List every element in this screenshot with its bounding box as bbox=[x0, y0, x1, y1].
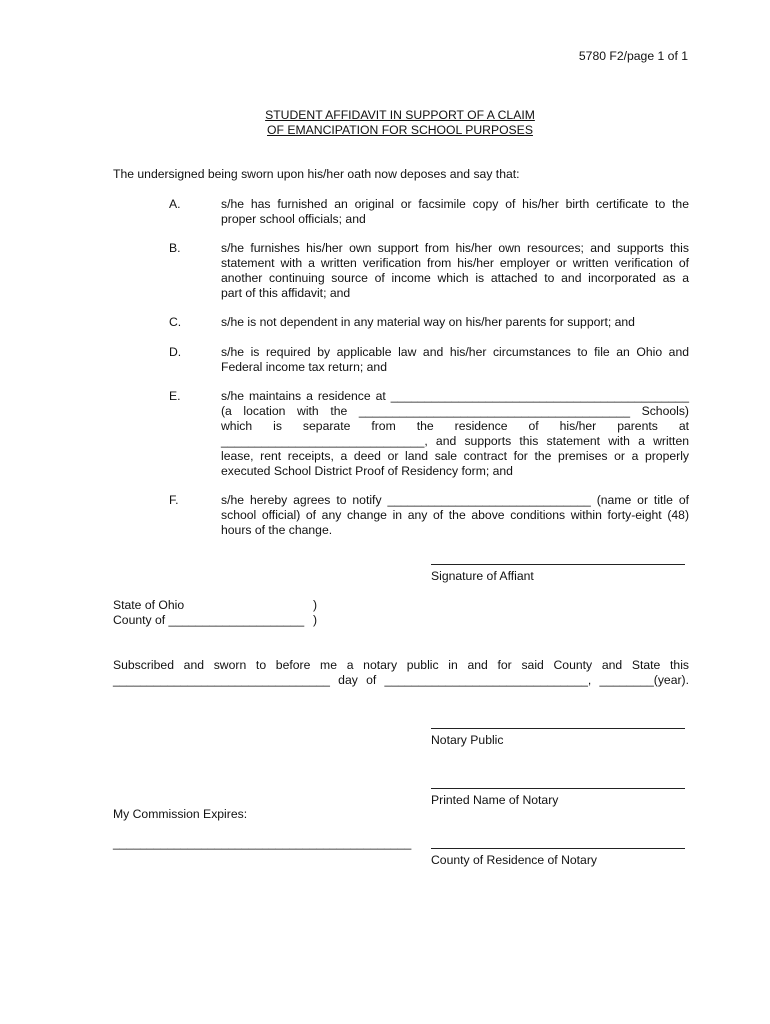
jurat-statement: Subscribed and sworn to before me a notary public in and for said County and State this ________________________________ day of ______________________________, ________(year). bbox=[113, 658, 689, 687]
clause-text: s/he hereby agrees to notify ______________________________ (name or title of school official) of any change in any of the above conditions within forty-eight (48) hours of the change. bbox=[221, 493, 689, 537]
notary-signature-line[interactable] bbox=[431, 728, 685, 729]
county-residence-label: County of Residence of Notary bbox=[431, 853, 597, 867]
county-residence-block bbox=[431, 848, 685, 867]
commission-expires-label: My Commission Expires: bbox=[113, 807, 248, 821]
intro-statement: The undersigned being sworn upon his/her oath now deposes and say that: bbox=[113, 167, 520, 181]
clause-letter: A. bbox=[169, 197, 181, 211]
county-residence-line[interactable] bbox=[431, 848, 685, 849]
affiant-signature-label: Signature of Affiant bbox=[431, 569, 534, 583]
clause-text: s/he is required by applicable law and his/her circumstances to file an Ohio and Federal income tax return; and bbox=[221, 345, 689, 374]
clause-letter: E. bbox=[169, 389, 181, 403]
venue-state: State of Ohio bbox=[113, 598, 185, 612]
printed-name-block bbox=[431, 788, 685, 807]
page-reference: 5780 F2/page 1 of 1 bbox=[578, 49, 688, 63]
clause-letter: D. bbox=[169, 345, 182, 359]
affiant-signature-block bbox=[431, 564, 685, 583]
clause-text: s/he maintains a residence at ____________________________________________ (a location with the ________________________________________ Schools) which is separate from the residence of his/her parents at ______________________________, and supports this statement with a written lease, rent receipts, a deed or land sale contract for the premises or a properly executed School District Proof of Residency form; and bbox=[221, 389, 689, 478]
clause-text: s/he has furnished an original or facsimile copy of his/her birth certificate to the proper school officials; and bbox=[221, 197, 689, 226]
clause-text: s/he is not dependent in any material way on his/her parents for support; and bbox=[221, 315, 635, 329]
venue-bracket-top: ) bbox=[313, 598, 318, 612]
commission-expires-line[interactable]: ____________________________________________ bbox=[113, 836, 412, 850]
notary-signature-block bbox=[431, 728, 685, 747]
affiant-signature-line[interactable] bbox=[431, 564, 685, 565]
clause-letter: F. bbox=[169, 493, 179, 507]
venue-county: County of ____________________ bbox=[113, 613, 305, 627]
clause-letter: B. bbox=[169, 241, 181, 255]
document-title-line-2: OF EMANCIPATION FOR SCHOOL PURPOSES bbox=[267, 123, 533, 137]
document-title-line-1: STUDENT AFFIDAVIT IN SUPPORT OF A CLAIM bbox=[265, 108, 535, 122]
clause-letter: C. bbox=[169, 315, 182, 329]
notary-public-label: Notary Public bbox=[431, 733, 504, 747]
printed-name-label: Printed Name of Notary bbox=[431, 793, 559, 807]
venue-bracket-bottom: ) bbox=[313, 613, 318, 627]
printed-name-line[interactable] bbox=[431, 788, 685, 789]
clause-text: s/he furnishes his/her own support from his/her own resources; and supports this statement with a written verification from his/her employer or written verification of another continuing source of income which is attached to and incorporated as a part of this affidavit; and bbox=[221, 241, 689, 300]
